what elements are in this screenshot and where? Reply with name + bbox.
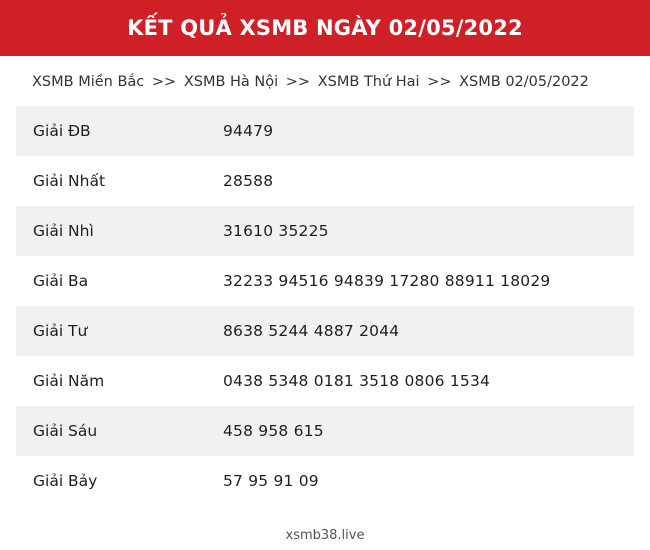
table-row — [16, 106, 634, 156]
prize-numbers: 31610 35225 — [223, 222, 329, 240]
prize-numbers: 32233 94516 94839 17280 88911 18029 — [223, 272, 551, 290]
breadcrumb-item-region[interactable]: XSMB Miền Bắc — [32, 74, 145, 90]
prize-label: Giải Bảy — [33, 472, 98, 490]
prize-numbers: 458 958 615 — [223, 422, 324, 440]
prize-numbers: 57 95 91 09 — [223, 472, 319, 490]
table-row — [16, 406, 634, 456]
prize-numbers: 0438 5348 0181 3518 0806 1534 — [223, 372, 491, 390]
page-header — [0, 0, 650, 56]
breadcrumb-separator: >> — [151, 74, 177, 90]
table-row — [16, 256, 634, 306]
prize-label: Giải Năm — [33, 372, 105, 390]
table-row — [16, 456, 634, 506]
prize-numbers: 8638 5244 4887 2044 — [223, 322, 400, 340]
prize-numbers: 28588 — [223, 172, 274, 190]
breadcrumb-separator: >> — [427, 74, 452, 90]
breadcrumb-item-city[interactable]: XSMB Hà Nội — [183, 74, 279, 90]
breadcrumb-item-date[interactable]: XSMB 02/05/2022 — [459, 74, 589, 90]
prize-label: Giải ĐB — [33, 122, 91, 140]
table-row — [16, 206, 634, 256]
results-table — [16, 106, 634, 506]
table-row — [16, 156, 634, 206]
prize-label: Giải Sáu — [33, 422, 98, 440]
table-row — [16, 356, 634, 406]
breadcrumb-item-weekday[interactable]: XSMB Thứ Hai — [317, 74, 420, 90]
prize-numbers: 94479 — [223, 122, 274, 140]
prize-label: Giải Ba — [33, 272, 89, 290]
breadcrumb — [0, 56, 650, 106]
page-title: KẾT QUẢ XSMB NGÀY 02/05/2022 — [127, 16, 523, 40]
footer — [0, 506, 650, 543]
site-name: xsmb38.live — [285, 528, 365, 543]
breadcrumb-separator: >> — [285, 74, 311, 90]
prize-label: Giải Nhì — [33, 222, 94, 240]
prize-label: Giải Tư — [33, 322, 88, 340]
table-row — [16, 306, 634, 356]
prize-label: Giải Nhất — [33, 172, 106, 190]
